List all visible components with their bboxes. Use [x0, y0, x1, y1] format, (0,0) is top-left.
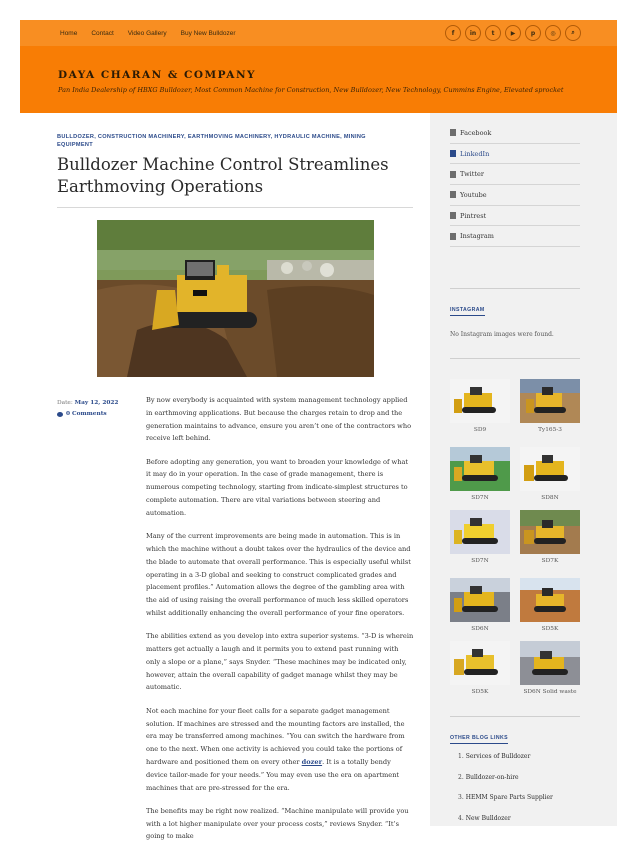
gallery-item[interactable] — [520, 510, 580, 564]
gallery-caption: SD6N — [471, 626, 489, 632]
bulldozer-thumb — [520, 510, 580, 554]
bulldozer-thumb — [450, 578, 510, 622]
nav-buy-new-bulldozer[interactable]: Buy New Bulldozer — [180, 29, 236, 37]
blog-links-list — [458, 753, 588, 835]
list-number: 2. — [458, 773, 464, 781]
gallery-thumb[interactable] — [450, 578, 510, 622]
social-label: Youtube — [460, 190, 487, 199]
site-tagline: Pan India Dealership of HBXG Bulldozer, Most Common Machine for Construction, New Bulldozer, New Technology, Cummins Engine, Elevated sprocket — [58, 86, 564, 94]
sidebar-item-youtube[interactable] — [450, 185, 580, 206]
sidebar-divider — [450, 358, 580, 359]
gallery-thumb[interactable] — [520, 578, 580, 622]
file-icon — [450, 233, 456, 240]
bulldozer-thumb — [520, 578, 580, 622]
list-number: 3. — [458, 794, 464, 801]
instagram-heading: INSTAGRAM — [450, 307, 485, 316]
instagram-empty-note: No Instagram images were found. — [450, 331, 554, 338]
gallery-caption: Ty165-3 — [538, 427, 562, 433]
paragraph: Before adopting any generation, you want to broaden your knowledge of what it may do in your operation. In the case of grade management, there is numerous competing technology, starting from indicate-simplest structures to complete automation. There are vital variations between steering and automation. — [146, 457, 409, 517]
bulldozer-thumb — [450, 447, 510, 491]
bulldozer-thumb — [450, 510, 510, 554]
post-date[interactable]: May 12, 2022 — [74, 400, 119, 406]
comments-count[interactable]: 0 Comments — [66, 411, 107, 417]
gallery-caption: SD5K — [541, 626, 559, 632]
social-label: Instagram — [460, 232, 494, 241]
top-navigation-bar — [20, 20, 617, 46]
gallery-item[interactable] — [520, 578, 580, 632]
gallery-caption: SD7K — [541, 558, 559, 564]
gallery-thumb[interactable] — [520, 510, 580, 554]
gallery-item[interactable] — [450, 379, 510, 433]
gallery-caption: SD5K — [471, 689, 489, 695]
social-label: Pintrest — [460, 211, 487, 220]
file-icon — [450, 171, 456, 178]
twitter-icon[interactable]: t — [485, 25, 501, 41]
gallery-thumb[interactable] — [520, 641, 580, 685]
gallery-thumb[interactable] — [520, 379, 580, 423]
social-label: Facebook — [460, 128, 492, 137]
paragraph: Many of the current improvements are being made in automation. This is in which the machine without a doubt takes over the hydraulics of the device and the blade to automate that overall performance. This is especially useful whilst operating in a 3-D global and seeking to construct complicated grades and placement profiles.” Automation allows the degree of the gambling area with the aid of using raising the overall performance of much less skilled operators whilst additionally enhancing the overall performance of your fine operators. — [146, 532, 411, 617]
youtube-icon[interactable]: ▶ — [505, 25, 521, 41]
blog-link-item[interactable] — [458, 794, 588, 815]
bulldozer-photo — [97, 220, 374, 377]
post-meta — [57, 398, 137, 420]
gallery-item[interactable] — [520, 447, 580, 501]
gallery-thumb[interactable] — [450, 510, 510, 554]
blog-link[interactable]: Bulldozer-on-hire — [465, 773, 519, 781]
gallery-item[interactable] — [450, 447, 510, 501]
gallery-item[interactable] — [520, 379, 580, 433]
gallery-item[interactable] — [450, 641, 510, 695]
featured-image-bulldozer — [97, 220, 374, 377]
gallery-thumb[interactable] — [450, 447, 510, 491]
blog-links-heading: OTHER BLOG LINKS — [450, 735, 508, 744]
site-wrapper — [20, 20, 617, 841]
gallery-caption: SD6N Solid waste — [523, 689, 577, 695]
post-title: Bulldozer Machine Control Streamlines Earthmoving Operations — [57, 155, 389, 196]
nav-video-gallery[interactable]: Video Gallery — [127, 29, 167, 37]
social-links-list — [450, 123, 580, 247]
list-number: 1. — [458, 753, 464, 760]
paragraph-text: . It is a totally bendy device tailor-made for your needs.” You may even use the era on apartment machines that are pre-stressed for the era. — [146, 757, 400, 792]
blog-link-item[interactable] — [458, 815, 588, 836]
comments-link[interactable] — [57, 409, 137, 420]
sidebar-item-twitter[interactable] — [450, 164, 580, 185]
gallery-item[interactable] — [450, 578, 510, 632]
bulldozer-thumb — [520, 379, 580, 423]
gallery-thumb[interactable] — [450, 379, 510, 423]
social-label: Twitter — [460, 170, 484, 179]
search-icon[interactable]: ⌕ — [565, 25, 581, 41]
post-categories[interactable]: BULLDOZER, CONSTRUCTION MACHINERY, EARTHMOVING MACHINERY, HYDRAULIC MACHINE, MINING EQUIPMENT — [57, 134, 366, 148]
title-divider — [57, 207, 413, 208]
social-label: LinkedIn — [460, 149, 490, 158]
gallery-thumb[interactable] — [450, 641, 510, 685]
blog-link[interactable]: HEMM Spare Parts Supplier — [465, 794, 553, 801]
gallery-item[interactable] — [520, 641, 580, 695]
blog-link[interactable]: New Bulldozer — [465, 814, 511, 822]
linkedin-icon[interactable]: in — [465, 25, 481, 41]
gallery-caption: SD8N — [541, 495, 559, 501]
post-date-line — [57, 398, 137, 409]
sidebar-divider — [450, 288, 580, 289]
dozer-link[interactable]: dozer — [301, 757, 323, 766]
list-number: 4. — [458, 814, 464, 822]
gallery-thumb[interactable] — [520, 447, 580, 491]
paragraph-text: Not each machine for your fleet calls for a separate gadget management solution. If machines are stressed and the mounting factors are installed, the era may be transferred among machines. “You can switch the hardware from one to the next. When one activity is achieved you could take the portions of hardware and positioned them on every other — [146, 706, 405, 766]
paragraph: By now everybody is acquainted with system management technology applied in earthmoving applications. But because the charges retain to drop and the generation maintains to advance, ensure you aren’t one of the contractors who receive left behind. — [146, 396, 412, 443]
post-content — [146, 394, 414, 854]
sidebar-item-linkedin[interactable] — [450, 144, 580, 165]
nav-contact[interactable]: Contact — [91, 29, 114, 37]
sidebar-item-pintrest[interactable] — [450, 206, 580, 227]
blog-link[interactable]: Services of Bulldozer — [465, 753, 531, 760]
gallery-item[interactable] — [450, 510, 510, 564]
gallery-caption: SD7N — [471, 495, 489, 501]
sidebar-divider — [450, 716, 580, 717]
gallery-caption: SD7N — [471, 558, 489, 564]
blog-link-item[interactable] — [458, 774, 588, 795]
comment-icon — [57, 412, 63, 417]
file-icon — [450, 191, 456, 198]
bulldozer-thumb — [450, 641, 510, 685]
file-icon — [450, 150, 456, 157]
sidebar — [430, 113, 617, 826]
site-title[interactable]: DAYA CHARAN & COMPANY — [58, 69, 257, 81]
paragraph: The benefits may be right now realized. “Machine manipulate will provide you with a lot higher manipulate over your process costs,” reviews Snyder. “It’s going to make — [146, 806, 409, 841]
social-icons-header — [445, 25, 581, 41]
bulldozer-thumb — [520, 447, 580, 491]
bulldozer-thumb — [520, 641, 580, 685]
nav-home[interactable]: Home — [60, 29, 78, 37]
main-nav — [60, 20, 236, 46]
file-icon — [450, 212, 456, 219]
paragraph: The abilities extend as you develop into extra superior systems. “3-D is wherein matters get actually a laugh and it permits you to extend past running with only a slope or a plane,” says Snyder. “These machines may be indicated only, however, attain the overall capability of gadget manage whilst they may be automatic. — [146, 632, 414, 692]
instagram-icon[interactable]: ◎ — [545, 25, 561, 41]
bulldozer-thumb — [450, 379, 510, 423]
sidebar-item-instagram[interactable] — [450, 226, 580, 247]
paragraph — [146, 705, 414, 795]
gallery-caption: SD9 — [473, 427, 487, 433]
blog-link-item[interactable] — [458, 753, 588, 774]
sidebar-item-facebook[interactable] — [450, 123, 580, 144]
pinterest-icon[interactable]: p — [525, 25, 541, 41]
file-icon — [450, 129, 456, 136]
facebook-icon[interactable]: f — [445, 25, 461, 41]
date-label: Date: — [57, 400, 73, 406]
